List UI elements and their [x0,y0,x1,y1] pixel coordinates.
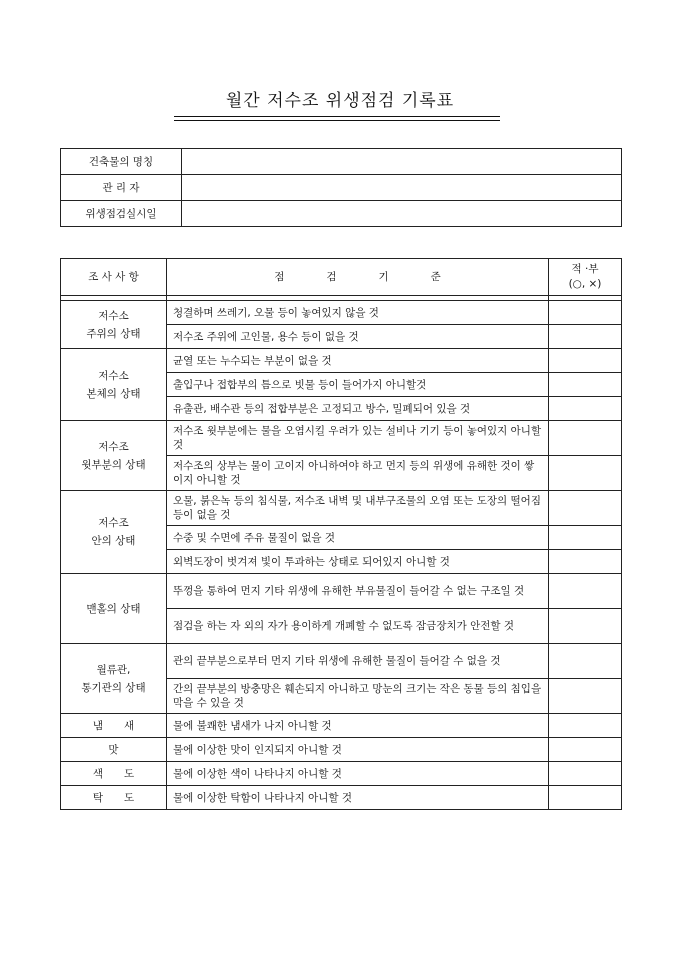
category-cell [61,574,167,644]
criteria-cell: 점검을 하는 자 외의 자가 용이하게 개폐할 수 없도록 잠금장치가 안전할 것 [167,609,549,644]
header-result [549,259,622,296]
table-header-row [61,259,622,296]
header-result-line2: (○, ×) [568,278,602,290]
criteria-cell: 물에 이상한 색이 나타나지 아니할 것 [167,762,549,786]
criteria-cell: 오물, 붉은녹 등의 침식물, 저수조 내벽 및 내부구조물의 오염 또는 도장의 떨어짐 등이 없을 것 [167,491,549,526]
criteria-cell: 저수조 윗부분에는 물을 오염시킬 우려가 있는 설비나 기기 등이 놓여있지 아니할 것 [167,421,549,456]
criteria-cell: 물에 불쾌한 냄새가 나지 아니할 것 [167,714,549,738]
manager-label: 관 리 자 [61,175,182,201]
category-cell: 냄 새 [61,714,167,738]
criteria-cell: 관의 끝부분으로부터 먼지 기타 위생에 유해한 물질이 들어갈 수 없을 것 [167,644,549,679]
category-line: 안의 상태 [91,535,136,547]
table-row [61,714,622,738]
category-cell [61,644,167,714]
table-row [61,762,622,786]
result-cell[interactable] [549,421,622,456]
result-cell[interactable] [549,574,622,609]
result-cell[interactable] [549,397,622,421]
table-row [61,349,622,373]
criteria-cell: 유출관, 배수관 등의 접합부분은 고정되고 방수, 밀폐되어 있을 것 [167,397,549,421]
category-line: 저수소 [98,309,129,322]
category-line: 윗부분의 상태 [81,458,146,471]
category-line: 저수조 [98,440,129,453]
category-cell: 색 도 [61,762,167,786]
inspection-date-label: 위생점검실시일 [61,201,182,227]
category-cell [61,421,167,491]
result-cell[interactable] [549,609,622,644]
table-row [61,301,622,325]
result-cell[interactable] [549,550,622,574]
criteria-cell: 수중 및 수면에 주유 물질이 없을 것 [167,526,549,550]
category-cell: 맛 [61,738,167,762]
result-cell[interactable] [549,644,622,679]
criteria-cell: 뚜껑을 통하여 먼지 기타 위생에 유해한 부유물질이 들어갈 수 없는 구조일 것 [167,574,549,609]
result-cell[interactable] [549,526,622,550]
criteria-cell: 외벽도장이 벗겨져 빛이 투과하는 상태로 되어있지 아니할 것 [167,550,549,574]
criteria-cell: 균열 또는 누수되는 부분이 없을 것 [167,349,549,373]
result-cell[interactable] [549,491,622,526]
category-cell [61,301,167,349]
table-row [61,738,622,762]
page-title: 월간 저수조 위생점검 기록표 [225,91,455,111]
result-cell[interactable] [549,456,622,491]
result-cell[interactable] [549,679,622,714]
table-row [61,491,622,526]
result-cell[interactable] [549,762,622,786]
result-cell[interactable] [549,301,622,325]
header-result-line1: 적 ·부 [571,263,599,275]
category-line: 맨홀의 상태 [86,602,141,615]
category-cell [61,349,167,421]
building-info-table [60,148,622,227]
criteria-cell: 간의 끝부분의 방충망은 훼손되지 아니하고 망눈의 크기는 작은 동물 등의 침입을 막을 수 있을 것 [167,679,549,714]
building-name-label: 건축물의 명칭 [61,149,182,175]
criteria-cell: 청결하며 쓰레기, 오물 등이 놓여있지 않을 것 [167,301,549,325]
result-cell[interactable] [549,349,622,373]
inspection-table [60,258,622,810]
category-line: 저수소 [98,369,129,382]
building-name-field[interactable] [182,149,622,175]
table-row [61,421,622,456]
criteria-cell: 물에 이상한 맛이 인지되지 아니할 것 [167,738,549,762]
result-cell[interactable] [549,786,622,810]
category-line: 본체의 상태 [86,387,141,400]
category-cell: 탁 도 [61,786,167,810]
title-underline-double [174,120,500,121]
inspection-date-field[interactable] [182,201,622,227]
criteria-cell: 저수조의 상부는 물이 고이지 아니하여야 하고 먼지 등의 위생에 유해한 것이 쌓이지 아니할 것 [167,456,549,491]
table-row [61,786,622,810]
table-row [61,644,622,679]
table-row [61,149,622,175]
manager-field[interactable] [182,175,622,201]
result-cell[interactable] [549,738,622,762]
title-underline [174,116,500,117]
category-line: 저수조 [98,517,129,529]
category-line: 월류관, [96,663,131,676]
header-item: 조 사 사 항 [61,259,167,296]
result-cell[interactable] [549,325,622,349]
category-line: 주위의 상태 [86,327,141,340]
category-cell [61,491,167,574]
criteria-cell: 출입구나 접합부의 틈으로 빗물 등이 들어가지 아니할것 [167,373,549,397]
header-criteria: 점 검 기 준 [167,259,549,296]
table-row [61,175,622,201]
result-cell[interactable] [549,373,622,397]
criteria-cell: 저수조 주위에 고인물, 용수 등이 없을 것 [167,325,549,349]
category-line: 통기관의 상태 [81,681,146,694]
criteria-cell: 물에 이상한 탁함이 나타나지 아니할 것 [167,786,549,810]
table-row [61,201,622,227]
table-row [61,574,622,609]
result-cell[interactable] [549,714,622,738]
